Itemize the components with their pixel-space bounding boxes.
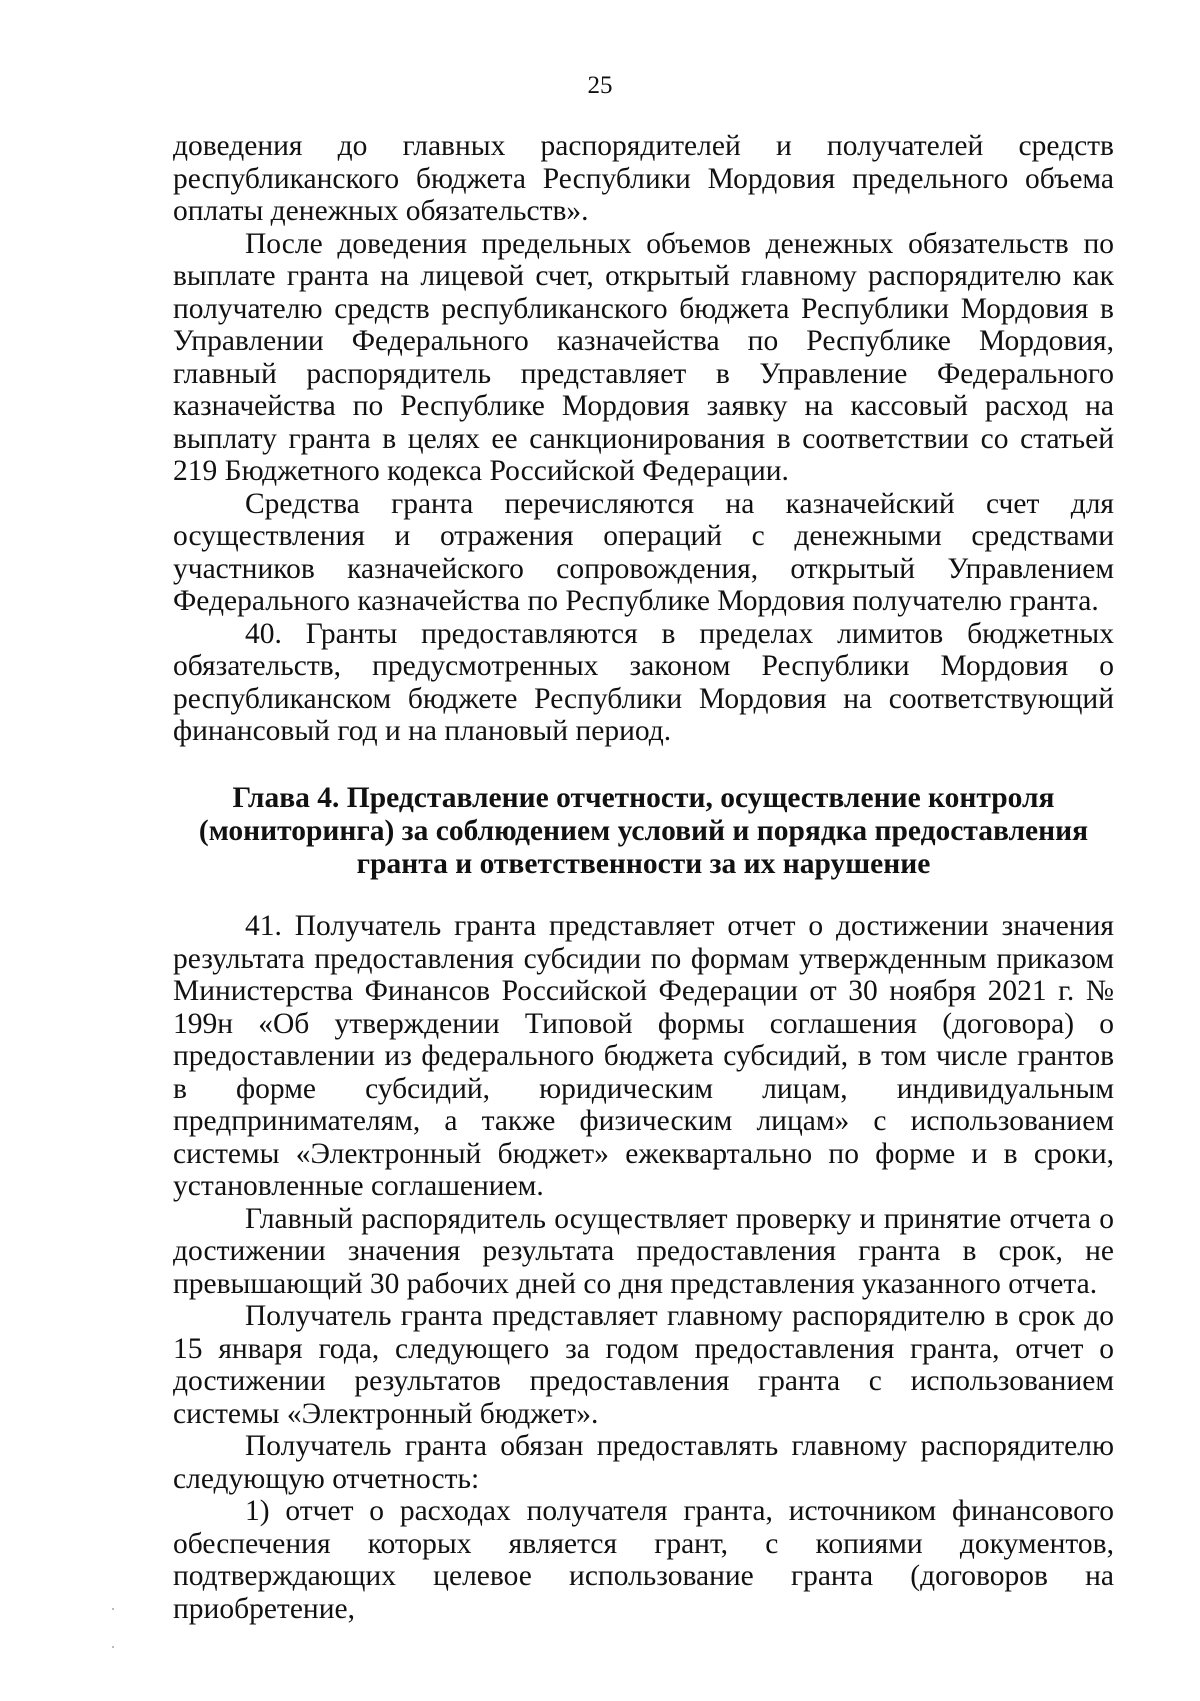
paragraph-grant-transfer: Средства гранта перечисляются на казначейский счет для осуществления и отражения операций с денежными средствами участников казначейского сопровождения, открытый Управлением Федерального казначейства по Республике Мордовия получателю гранта.: [173, 487, 1114, 617]
paragraph-list-item-1: 1) отчет о расходах получателя гранта, источником финансового обеспечения которых является грант, с копиями документов, подтверждающих целевое использование гранта (договоров на приобретение,: [173, 1495, 1114, 1625]
scan-speck: [112, 1646, 114, 1648]
paragraph-item-41: 41. Получатель гранта представляет отчет о достижении значения результата предоставления субсидии по формам утвержденным приказом Министерства Финансов Российской Федерации от 30 ноября 2021 г. № 199н «Об утверждении Типовой формы соглашения (договора) о предоставлении из федерального бюджета субсидий, в том числе грантов в форме субсидий, юридическим лицам, индивидуальным предпринимателям, а также физическим лицам» с использованием системы «Электронный бюджет» ежеквартально по форме и в сроки, установленные соглашением.: [173, 910, 1114, 1202]
chapter-heading-line: Глава 4. Представление отчетности, осуществление контроля: [232, 782, 1055, 814]
paragraph-annual-report: Получатель гранта представляет главному распорядителю в срок до 15 января года, следующего за годом предоставления гранта, отчет о достижении результатов предоставления гранта с использованием системы «Электронный бюджет».: [173, 1300, 1114, 1430]
paragraph-report-review: Главный распорядитель осуществляет проверку и принятие отчета о достижении значения результата предоставления гранта в срок, не превышающий 30 рабочих дней со дня представления указанного отчета.: [173, 1202, 1114, 1300]
scan-speck: [112, 1608, 114, 1610]
paragraph-treasury-limits: После доведения предельных объемов денежных обязательств по выплате гранта на лицевой счет, открытый главному распорядителю как получателю средств республиканского бюджета Республики Мордовия в Управлении Федерального казначейства по Республике Мордовия, главный распорядитель представляет в Управление Федерального казначейства по Республике Мордовия заявку на кассовый расход на выплату гранта в целях ее санкционирования в соответствии со статьей 219 Бюджетного кодекса Российской Федерации.: [173, 227, 1114, 487]
chapter-heading: [173, 782, 1114, 881]
paragraph-reporting-obligation: Получатель гранта обязан предоставлять главному распорядителю следующую отчетность:: [173, 1430, 1114, 1495]
document-body-lower: [173, 910, 1114, 1625]
chapter-heading-line: (мониторинга) за соблюдением условий и порядка предоставления: [198, 815, 1089, 847]
document-body-upper: [173, 130, 1114, 748]
chapter-heading-line: гранта и ответственности за их нарушение: [356, 848, 931, 880]
paragraph-item-40: 40. Гранты предоставляются в пределах лимитов бюджетных обязательств, предусмотренных законом Республики Мордовия о республиканском бюджете Республики Мордовия на соответствующий финансовый год и на плановый период.: [173, 617, 1114, 747]
page-number: 25: [587, 72, 613, 99]
paragraph-continuation: доведения до главных распорядителей и получателей средств республиканского бюджета Республики Мордовия предельного объема оплаты денежных обязательств».: [173, 130, 1114, 227]
